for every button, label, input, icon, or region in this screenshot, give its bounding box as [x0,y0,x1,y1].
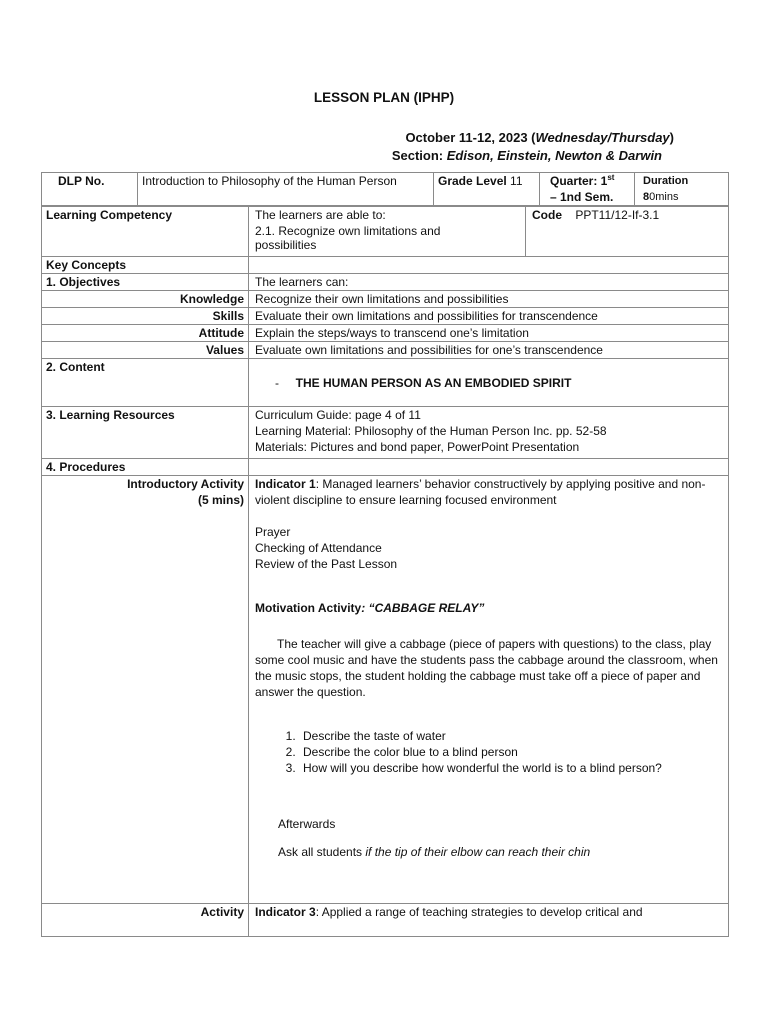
afterwards-text: Afterwards [278,817,336,831]
grade-cell: Grade Level 11 [434,173,540,206]
intro-activity-label: Introductory Activity (5 mins) [42,476,249,904]
intro-activity-body: Indicator 1: Managed learners’ behavior constructively by applying positive and non-violent discipline to ensure learning focused environment Prayer Checking of Attendance Review of the Past Lesson Motivation Activity: “CABBAGE RELAY” The teacher will give a cabbage (piece of papers with questions) to the class, play some cool music and have the students pass the cabbage around the classroom, when the music stops, the student holding the cabbage must take off a piece of paper and answer the question. 1. Describe the taste of water 2. Describe the color blue to a blind person 3. How will you describe how wonderful the world is to a blind person? Afterwards Ask all students if the tip of their elbow can reach their chin [249,476,729,904]
procedures-value [249,459,729,476]
objectives-label: 1. Objectives [42,274,249,291]
resources-label: 3. Learning Resources [42,407,249,459]
objective-values-label: Values [42,342,249,359]
ask-students-text: Ask all students if the tip of their elbow can reach their chin [278,845,591,859]
objectives-intro: The learners can: [249,274,729,291]
competency-text: The learners are able to: 2.1. Recognize own limitations and possibilities [249,207,526,257]
objective-knowledge-text: Recognize their own limitations and possibilities [249,291,729,308]
header-table [41,172,729,206]
list-item: 3. How will you describe how wonderful the world is to a blind person? [299,760,720,776]
subject-cell: Introduction to Philosophy of the Human Person [138,173,434,206]
indicator-1: Indicator 1: Managed learners’ behavior constructively by applying positive and non-violent discipline to ensure learning focused environment [255,477,706,507]
motivation-heading: Motivation Activity: “CABBAGE RELAY” [255,601,485,615]
quarter-cell: Quarter: 1st – 1nd Sem. [540,173,635,206]
motivation-text: The teacher will give a cabbage (piece of papers with questions) to the class, play some cool music and have the students pass the cabbage around the classroom, when the music stops, the student holding the cabbage must take off a piece of paper and answer the question. [255,637,718,699]
competency-label: Learning Competency [42,207,249,257]
list-item: 2. Describe the color blue to a blind person [299,744,720,760]
page-title: LESSON PLAN (IPHP) [313,90,455,105]
duration-cell: Duration 80mins [635,173,729,206]
objective-values-text: Evaluate own limitations and possibilities for one’s transcendence [249,342,729,359]
activity-body: Indicator 3: Applied a range of teaching strategies to develop critical and [249,904,729,937]
section-line: Section: Edison, Einstein, Newton & Darwin [391,148,662,163]
objective-attitude-label: Attitude [42,325,249,342]
date-line: October 11-12, 2023 (Wednesday/Thursday) [405,130,674,145]
code-cell: Code PPT11/12-If-3.1 [526,207,729,257]
activity-label: Activity [42,904,249,937]
content-topic: - THE HUMAN PERSON AS AN EMBODIED SPIRIT [249,359,729,407]
list-item: 1. Describe the taste of water [299,728,720,744]
main-table [41,206,729,937]
dlp-label: DLP No. [42,173,138,206]
key-concepts-value [249,257,729,274]
objective-skills-label: Skills [42,308,249,325]
key-concepts-label: Key Concepts [42,257,249,274]
content-label: 2. Content [42,359,249,407]
objective-skills-text: Evaluate their own limitations and possibilities for transcendence [249,308,729,325]
resources-list: Curriculum Guide: page 4 of 11 Learning Material: Philosophy of the Human Person Inc. pp. 52-58 Materials: Pictures and bond paper, PowerPoint Presentation [249,407,729,459]
objective-knowledge-label: Knowledge [42,291,249,308]
objective-attitude-text: Explain the steps/ways to transcend one’s limitation [249,325,729,342]
procedures-label: 4. Procedures [42,459,249,476]
question-list [255,728,720,776]
